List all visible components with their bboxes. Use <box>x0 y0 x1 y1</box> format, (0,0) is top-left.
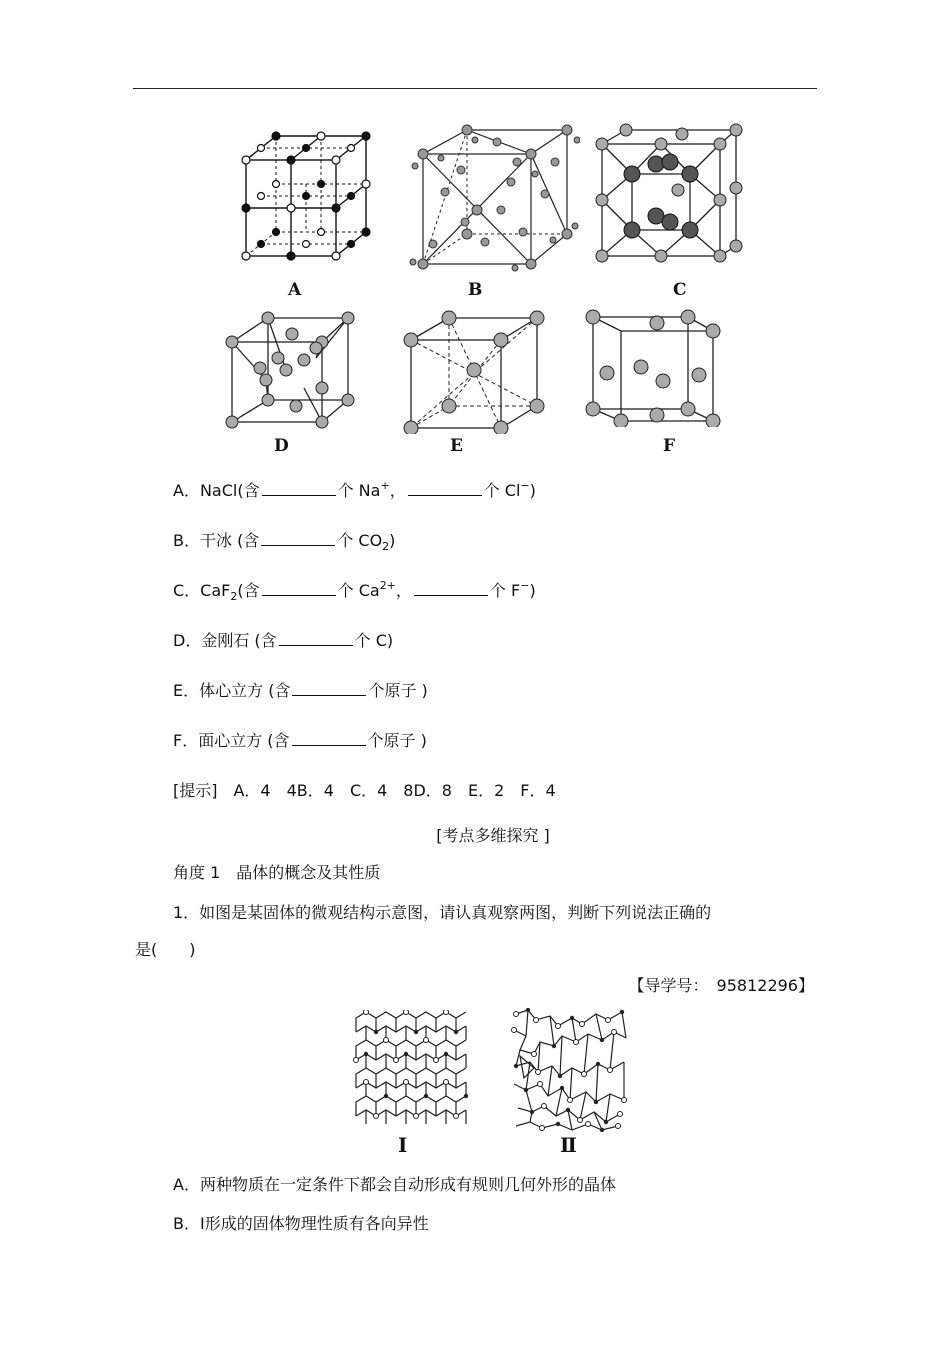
question-c-suffix: 个 F <box>489 581 521 600</box>
question-c-prefix-2: (含 <box>237 581 260 600</box>
question-a-end: ) <box>529 481 536 500</box>
question-d-prefix: D．金刚石 (含 <box>173 631 277 650</box>
figure-bcc-cell <box>397 308 552 434</box>
diamond-lattice-diagram <box>220 308 360 430</box>
blank-c-count[interactable] <box>279 631 353 646</box>
question-a-sep: ， <box>389 481 406 500</box>
question-c-charge-1: 2+ <box>379 579 396 592</box>
question-e-prefix: E．体心立方 (含 <box>173 681 291 700</box>
angle-heading: 角度 1 晶体的概念及其性质 <box>173 863 381 882</box>
caption-b: B <box>468 280 483 300</box>
question-nacl <box>173 478 536 501</box>
question-c-subscript: 2 <box>230 590 238 604</box>
caption-f: F <box>663 436 676 456</box>
bcc-lattice-diagram <box>397 308 552 434</box>
figure-fcc-cell <box>583 305 728 427</box>
question-caf2 <box>173 578 536 603</box>
blank-ca-count[interactable] <box>262 581 336 596</box>
question-a-charge-1: + <box>380 479 390 492</box>
question-dry-ice <box>173 528 395 553</box>
caption-e: E <box>450 436 463 456</box>
question-b-suffix: 个 CO <box>337 531 383 550</box>
question-b-subscript: 2 <box>382 540 390 554</box>
question-c-sep: ， <box>395 581 412 600</box>
blank-co2-count[interactable] <box>261 531 335 546</box>
nacl-lattice-diagram <box>238 128 378 268</box>
question-c-mid: 个 Ca <box>337 581 380 600</box>
question-c-prefix: C．CaF <box>173 581 231 600</box>
question-a-charge-2: − <box>520 479 530 492</box>
blank-na-count[interactable] <box>262 481 336 496</box>
question-e-suffix: 个原子 ) <box>368 681 428 700</box>
figure-nacl-cell <box>238 128 378 268</box>
question-b-end: ) <box>389 531 396 550</box>
question-b-prefix: B．干冰 (含 <box>173 531 260 550</box>
caption-solid-2: Ⅱ <box>560 1133 577 1157</box>
dry-ice-lattice-diagram <box>405 122 580 272</box>
question-c-charge-2: − <box>520 579 530 592</box>
blank-bcc-count[interactable] <box>292 681 366 696</box>
caf2-lattice-diagram <box>590 122 750 270</box>
fcc-lattice-diagram <box>583 305 728 427</box>
question-c-end: ) <box>529 581 536 600</box>
figure-amorphous-structure <box>510 1008 632 1132</box>
option-b: B．Ⅰ形成的固体物理性质有各向异性 <box>173 1214 429 1233</box>
question-bcc <box>173 678 428 701</box>
question-1-text: 1．如图是某固体的微观结构示意图，请认真观察两图，判断下列说法正确的 <box>173 903 712 922</box>
blank-cl-count[interactable] <box>408 481 482 496</box>
question-f-prefix: F．面心立方 (含 <box>173 731 290 750</box>
question-1-continuation: 是( ) <box>135 940 196 959</box>
question-fcc <box>173 728 427 751</box>
figure-crystalline-structure <box>352 1010 470 1132</box>
caption-c: C <box>673 280 687 300</box>
question-diamond <box>173 628 393 651</box>
caption-a: A <box>288 280 302 300</box>
question-a-mid: 个 Na <box>337 481 381 500</box>
caption-d: D <box>274 436 289 456</box>
option-a: A．两种物质在一定条件下都会自动形成有规则几何外形的晶体 <box>173 1175 616 1194</box>
figure-diamond-cell <box>220 308 360 430</box>
section-title: [考点多维探究 ] <box>436 826 550 845</box>
question-d-suffix: 个 C) <box>354 631 394 650</box>
disordered-network-diagram <box>510 1008 632 1132</box>
question-a-prefix: A．NaCl(含 <box>173 481 260 500</box>
caption-solid-1: Ⅰ <box>398 1133 408 1157</box>
figure-dry-ice-cell <box>405 122 580 272</box>
ordered-network-diagram <box>352 1010 470 1132</box>
header-rule <box>133 88 817 89</box>
hint-answers: [提示] A．4 4B．4 C．4 8D．8 E．2 F．4 <box>173 781 556 800</box>
blank-f-count[interactable] <box>414 581 488 596</box>
figure-caf2-cell <box>590 122 750 270</box>
guide-number: 【导学号： 95812296】 <box>628 976 814 995</box>
question-a-suffix: 个 Cl <box>483 481 521 500</box>
blank-fcc-count[interactable] <box>292 731 366 746</box>
question-f-suffix: 个原子 ) <box>367 731 427 750</box>
